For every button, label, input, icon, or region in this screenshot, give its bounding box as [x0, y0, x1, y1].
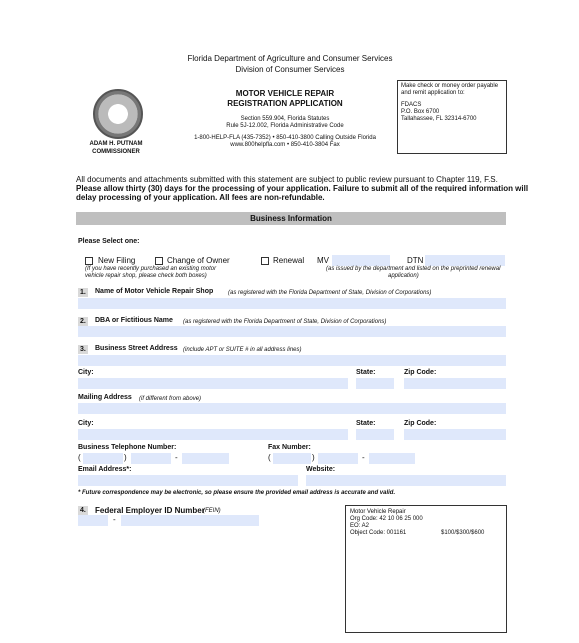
email-field[interactable]	[78, 475, 298, 486]
fee-line3: EO: A2	[350, 523, 370, 529]
fee-line1: Motor Vehicle Repair	[350, 509, 406, 515]
section-business-information: Business Information	[76, 212, 506, 225]
phone-close-paren: )	[124, 453, 127, 462]
item-number-2: 2.	[80, 318, 86, 325]
renewal-checkbox[interactable]	[261, 257, 269, 265]
owner-note-1: (If you have recently purchased an existing motor	[85, 266, 217, 272]
fein-dash: -	[113, 515, 116, 524]
mailing-zip-label: Zip Code:	[404, 420, 437, 427]
change-owner-label: Change of Owner	[167, 256, 230, 265]
mv-number-field[interactable]	[332, 255, 390, 266]
agency-name: Florida Department of Agriculture and Consumer Services	[187, 54, 393, 63]
fee-box	[345, 505, 507, 633]
commissioner-name: ADAM H. PUTNAM	[89, 141, 143, 147]
payment-box	[397, 80, 507, 154]
mailing-note: (if different from above)	[139, 396, 202, 402]
dba-field[interactable]	[78, 326, 506, 337]
mailing-state-field[interactable]	[356, 429, 394, 440]
new-filing-label: New Filing	[98, 256, 136, 265]
fax-close-paren: )	[312, 453, 315, 462]
phone-open-paren: (	[78, 453, 81, 462]
fein-prefix-field[interactable]	[78, 515, 108, 526]
form-title-line1: MOTOR VEHICLE REPAIR	[235, 89, 335, 98]
state-field[interactable]	[356, 378, 394, 389]
street-note: (include APT or SUITE # in all address lines)	[183, 347, 302, 353]
payment-address-2: P.O. Box 6700	[401, 109, 440, 115]
email-note: * Future correspondence may be electronic, so please ensure the provided email address is accurate and valid.	[78, 490, 396, 496]
fein-suffix-field[interactable]	[121, 515, 259, 526]
phone-prefix-field[interactable]	[131, 453, 171, 464]
renewal-label: Renewal	[273, 256, 305, 265]
street-field[interactable]	[78, 355, 506, 366]
florida-seal-icon	[93, 89, 143, 139]
shop-name-note: (as registered with the Florida Department of State, Division of Corporations)	[228, 290, 432, 296]
dba-label: DBA or Fictitious Name	[95, 317, 173, 324]
phone-area-field[interactable]	[83, 453, 123, 464]
notice-line1: All documents and attachments submitted with this statement are subject to public review pursuant to Chapter 119, F.S.	[76, 175, 498, 184]
mailing-city-field[interactable]	[78, 429, 348, 440]
mailing-zip-field[interactable]	[404, 429, 506, 440]
division-name: Division of Consumer Services	[235, 65, 345, 74]
street-label: Business Street Address	[95, 345, 178, 352]
shop-name-label: Name of Motor Vehicle Repair Shop	[95, 288, 214, 295]
payment-instruction-2: and remit application to:	[401, 90, 465, 96]
dtn-number-field[interactable]	[425, 255, 505, 266]
renewal-note-1: (as issued by the department and listed on the preprinted renewal	[326, 266, 501, 272]
fein-note: (FEIN)	[203, 508, 221, 514]
fax-label: Fax Number:	[268, 444, 311, 451]
phone-label: Business Telephone Number:	[78, 444, 177, 451]
email-label-text: Email Address	[78, 466, 127, 473]
fee-line2: Org Code: 42 10 06 25 000	[350, 516, 423, 522]
fax-line-field[interactable]	[369, 453, 415, 464]
renewal-note-2: application)	[388, 273, 419, 279]
change-owner-checkbox[interactable]	[155, 257, 163, 265]
statute-line2: Rule 5J-12.002, Florida Administrative Code	[226, 123, 344, 129]
mv-label: MV	[317, 256, 329, 265]
payment-address-1: FDACS	[401, 102, 422, 108]
notice-line2: Please allow thirty (30) days for the processing of your application. Failure to submit all of the required information will	[76, 184, 529, 193]
city-label: City:	[78, 369, 94, 376]
fein-label: Federal Employer ID Number	[95, 506, 205, 515]
website-label: Website:	[306, 466, 336, 473]
phone-line-field[interactable]	[182, 453, 229, 464]
mailing-label: Mailing Address	[78, 394, 132, 401]
item-number-3: 3.	[80, 346, 86, 353]
zip-field[interactable]	[404, 378, 506, 389]
mailing-field[interactable]	[78, 403, 506, 414]
fee-object-code: Object Code: 001161	[350, 530, 407, 536]
state-label: State:	[356, 369, 376, 376]
item-number-1: 1.	[80, 289, 86, 296]
shop-name-field[interactable]	[78, 298, 506, 309]
statute-line1: Section 559.904, Florida Statutes	[240, 116, 330, 122]
zip-label: Zip Code:	[404, 369, 437, 376]
payment-instruction-1: Make check or money order payable	[401, 83, 499, 89]
phone-dash: -	[175, 453, 178, 462]
commissioner-title: COMMISSIONER	[92, 149, 140, 155]
contact-phone: 1-800-HELP-FLA (435-7352) • 850-410-3800 Calling Outside Florida	[194, 135, 376, 141]
notice-line3: delay processing of your application. All fees are non-refundable.	[76, 193, 325, 202]
new-filing-checkbox[interactable]	[85, 257, 93, 265]
fee-amounts: $100/$300/$600	[441, 530, 485, 536]
email-label: Email Address*:	[78, 466, 132, 473]
dba-note: (as registered with the Florida Department of State, Division of Corporations)	[183, 319, 387, 325]
fax-prefix-field[interactable]	[318, 453, 358, 464]
city-field[interactable]	[78, 378, 348, 389]
fax-area-field[interactable]	[273, 453, 311, 464]
website-field[interactable]	[306, 475, 506, 486]
item-number-4: 4.	[80, 507, 86, 514]
fax-open-paren: (	[268, 453, 271, 462]
mailing-state-label: State:	[356, 420, 376, 427]
select-label: Please Select one:	[78, 238, 140, 245]
contact-web: www.800helpfla.com • 850-410-3804 Fax	[230, 142, 340, 148]
dtn-label: DTN	[407, 256, 424, 265]
owner-note-2: vehicle repair shop, please check both boxes)	[85, 273, 207, 279]
fax-dash: -	[362, 453, 365, 462]
form-title-line2: REGISTRATION APPLICATION	[227, 99, 343, 108]
payment-address-3: Tallahassee, FL 32314-6700	[401, 116, 477, 122]
mailing-city-label: City:	[78, 420, 94, 427]
